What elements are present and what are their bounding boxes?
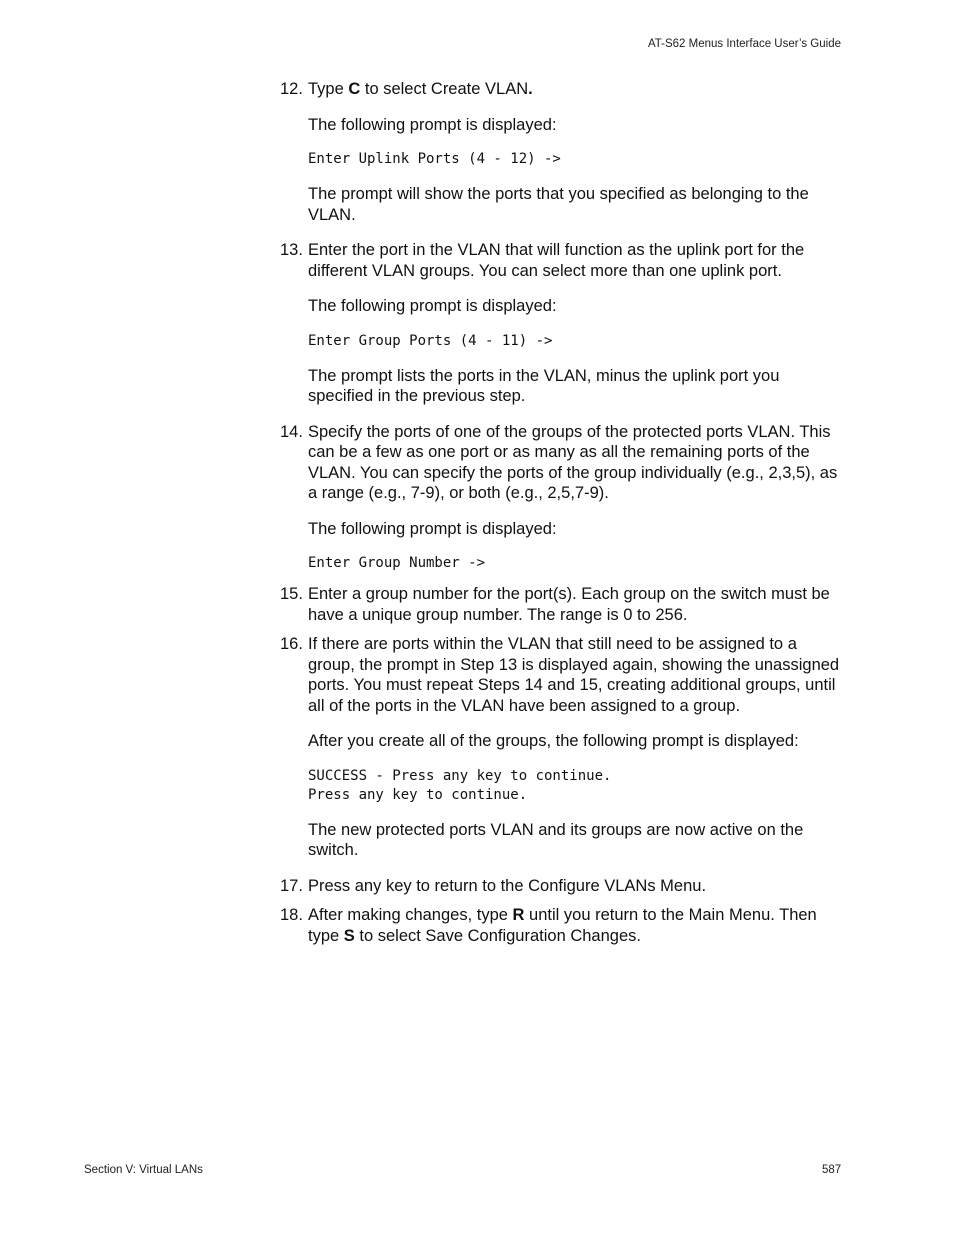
step-16: 16. If there are ports within the VLAN that still need to be assigned to a group, the prompt in Step 13 is displayed again, showing the unassigned ports. You must repeat Steps 14 and 15, creating additional groups, until all of the ports in the VLAN have been assigned to a group. — [280, 635, 840, 715]
step-17: 17. Press any key to return to the Configure VLANs Menu. — [280, 876, 707, 895]
running-header: AT-S62 Menus Interface User’s Guide — [647, 38, 841, 50]
prompt-intro: The following prompt is displayed: — [308, 297, 557, 315]
step-12: 12. Type C to select Create VLAN. — [280, 80, 533, 98]
step-number: 16. — [280, 635, 303, 653]
step-14: 14. Specify the ports of one of the groups of the protected ports VLAN. This can be a few as one port or as many as all the remaining ports of the VLAN. You can specify the ports of the group individually (e.g., 2,3,5), as a range (e.g., 7-9), or both (e.g., 2,5,7-9). — [280, 422, 838, 502]
key-r: R — [512, 906, 525, 924]
step-number: 17. — [280, 876, 303, 895]
page-body — [280, 79, 842, 955]
key-s: S — [343, 926, 355, 945]
step-16-note: The new protected ports VLAN and its groups are now active on the switch. — [308, 820, 804, 859]
step-number: 14. — [280, 422, 303, 441]
prompt-uplink-ports: Enter Uplink Ports (4 - 12) -> — [308, 151, 561, 167]
prompt-group-ports: Enter Group Ports (4 - 11) -> — [308, 332, 553, 349]
step-number: 15. — [280, 585, 303, 603]
step-number: 18. — [280, 906, 303, 924]
step-number: 13. — [280, 241, 303, 259]
prompt-group-number: Enter Group Number -> — [308, 555, 486, 571]
step-12-note: The prompt will show the ports that you specified as belonging to the VLAN. — [308, 185, 809, 224]
step-13: 13. Enter the port in the VLAN that will function as the uplink port for the different VLAN groups. You can select more than one uplink port. — [280, 241, 805, 280]
running-footer-section: Section V: Virtual LANs — [84, 1164, 203, 1176]
prompt-intro: The following prompt is displayed: — [308, 115, 557, 134]
key-c: C — [348, 80, 361, 98]
prompt-success: SUCCESS - Press any key to continue. Press any key to continue. — [308, 767, 612, 803]
step-number: 12. — [280, 80, 303, 98]
step-13-note: The prompt lists the ports in the VLAN, minus the uplink port you specified in the previous step. — [308, 366, 780, 405]
prompt-intro: After you create all of the groups, the following prompt is displayed: — [308, 732, 799, 750]
prompt-intro: The following prompt is displayed: — [308, 519, 557, 538]
page-number: 587 — [822, 1164, 842, 1176]
step-18: 18. After making changes, type R until you return to the Main Menu. Then type S to select Save Configuration Changes. — [280, 906, 817, 945]
step-15: 15. Enter a group number for the port(s). Each group on the switch must be have a unique group number. The range is 0 to 256. — [280, 585, 830, 624]
